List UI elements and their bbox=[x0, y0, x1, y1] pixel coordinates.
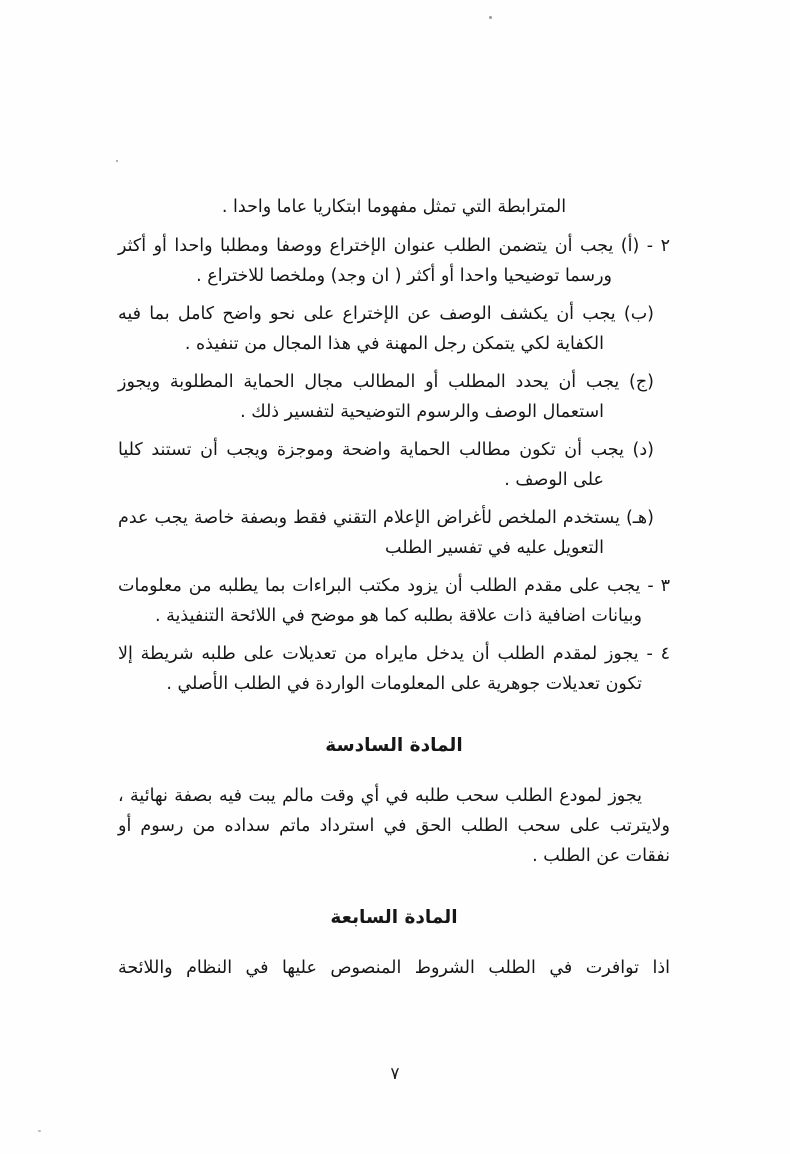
clause-2c: (ج) يجب أن يحدد المطلب أو المطالب مجال الحماية المطلوبة ويجوز استعمال الوصف والرسوم التوضيحية لتفسير ذلك . bbox=[118, 372, 654, 422]
paragraph-continuation: المترابطة التي تمثل مفهوما ابتكاريا عاما واحدا . bbox=[221, 197, 567, 217]
clause-2d: (د) يجب أن تكون مطالب الحماية واضحة وموجزة ويجب أن تستند كليا على الوصف . bbox=[118, 440, 654, 490]
clause-2a: ٢ - (أ) يجب أن يتضمن الطلب عنوان الإختراع ووصفا ومطلبا واحدا أو أكثر ورسما توضيحيا واحدا أو أكثر ( ان وجد) وملخصا للاختراع . bbox=[118, 236, 670, 286]
scan-speck bbox=[489, 16, 492, 19]
article-6-heading: المادة السادسة bbox=[325, 735, 463, 756]
article-7-heading: المادة السابعة bbox=[330, 907, 458, 928]
article-6-text: يجوز لمودع الطلب سحب طلبه في أي وقت مالم يبت فيه بصفة نهائية ، ولايترتب على سحب الطلب الحق في استرداد ماتم سداده من رسوم أو نفقات عن الطلب . bbox=[118, 786, 670, 866]
clause-2b: (ب) يجب أن يكشف الوصف عن الإختراع على نحو واضح كامل بما فيه الكفاية لكي يتمكن رجل المهنة في هذا المجال من تنفيذه . bbox=[118, 304, 654, 354]
page-number: ٧ bbox=[390, 1064, 400, 1084]
article-7-text: اذا توافرت في الطلب الشروط المنصوص عليها في النظام واللائحة bbox=[118, 958, 670, 978]
scan-speck bbox=[38, 1130, 41, 1132]
scan-speck bbox=[116, 160, 118, 162]
clause-2e: (هـ) يستخدم الملخص لأغراض الإعلام التقني فقط وبصفة خاصة يجب عدم التعويل عليه في تفسير الطلب bbox=[118, 508, 654, 558]
body-text bbox=[118, 192, 670, 991]
clause-4: ٤ - يجوز لمقدم الطلب أن يدخل مايراه من تعديلات على طلبه شريطة إلا تكون تعديلات جوهرية على المعلومات الواردة في الطلب الأصلي . bbox=[118, 644, 670, 694]
clause-3: ٣ - يجب على مقدم الطلب أن يزود مكتب البراءات بما يطلبه من معلومات وبيانات اضافية ذات علاقة بطلبه كما هو موضح في اللائحة التنفيذية . bbox=[118, 576, 670, 626]
